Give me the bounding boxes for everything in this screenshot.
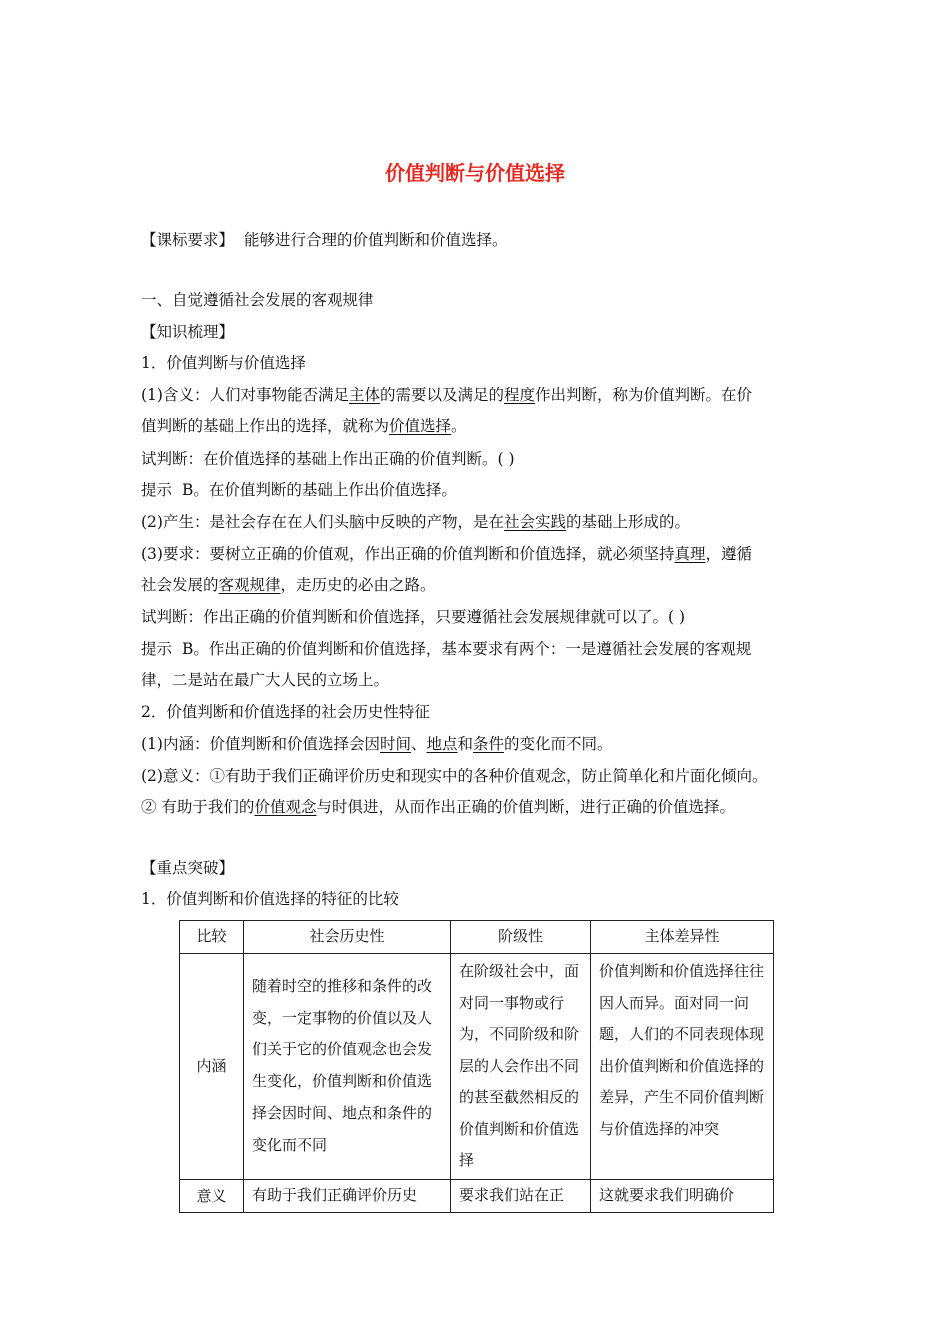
- text: ，走历史的必由之路。: [280, 576, 436, 594]
- term-value-concept: 价值观念: [254, 798, 317, 816]
- term-condition: 条件: [473, 735, 505, 753]
- requirement-text: 能够进行合理的价值判断和价值选择。: [244, 231, 508, 249]
- cell-social-historical: 有助于我们正确评价历史: [244, 1179, 451, 1212]
- hint-2: [141, 639, 813, 659]
- focus-label: 【重点突破】: [141, 859, 235, 877]
- text: ，遵循: [705, 545, 752, 563]
- term-value-choice: 价值选择: [389, 417, 452, 435]
- definition-line-1: [141, 385, 813, 405]
- header-social-historical: 社会历史性: [244, 921, 451, 954]
- text: 。: [451, 417, 467, 435]
- term-social-practice: 社会实践: [503, 513, 566, 531]
- row-label-significance: 意义: [180, 1179, 244, 1212]
- cell-subject-difference: 这就要求我们明确价: [591, 1179, 774, 1212]
- header-subject-difference: 主体差异性: [591, 921, 774, 954]
- header-compare: 比较: [180, 921, 244, 954]
- term-truth: 真理: [674, 545, 706, 563]
- cell-social-historical: 随着时空的推移和条件的改变，一定事物的价值以及人们关于它的价值观念也会发生变化，价值判断和价值选择会因时间、地点和条件的变化而不同: [244, 954, 451, 1180]
- term-degree: 程度: [504, 386, 536, 404]
- term-place: 地点: [426, 735, 458, 753]
- text: (3)要求：要树立正确的价值观，作出正确的价值判断和价值选择，就必须坚持: [141, 545, 675, 563]
- text: 社会发展的: [141, 576, 219, 594]
- cell-subject-difference: 价值判断和价值选择往往因人而异。面对同一问题，人们的不同表现体现出价值判断和价值选择的差异，产生不同价值判断与价值选择的冲突: [591, 954, 774, 1180]
- knowledge-label: 【知识梳理】: [141, 323, 235, 341]
- comparison-table: [179, 920, 774, 1213]
- table-header-row: [180, 921, 774, 954]
- significance-line-1: (2)意义：①有助于我们正确评价历史和现实中的各种价值观念，防止简单化和片面化倾向。: [141, 767, 768, 785]
- point-1-heading: 1．价值判断与价值选择: [141, 354, 306, 372]
- page-title: 价值判断与价值选择: [385, 161, 565, 185]
- text: 作出判断，称为价值判断。在价: [535, 386, 753, 404]
- hint-label: 提示: [141, 481, 173, 499]
- hint-2-continued: 律，二是站在最广大人民的立场上。: [141, 671, 390, 689]
- curriculum-requirement: [141, 230, 813, 250]
- text: (2)产生：是社会存在在人们头脑中反映的产物，是在: [141, 513, 504, 531]
- significance-line-2: [141, 797, 813, 817]
- row-label-connotation: 内涵: [180, 954, 244, 1180]
- requirement-label: 【课标要求】: [141, 231, 235, 249]
- hint-text: B。在价值判断的基础上作出价值选择。: [182, 481, 457, 499]
- text: 、: [410, 735, 427, 753]
- text: (1)内涵：价值判断和价值选择会因: [141, 735, 380, 753]
- cell-class-nature: 在阶级社会中，面对同一事物或行为，不同阶级和阶层的人会作出不同的甚至截然相反的价值判断和价值选择: [451, 954, 591, 1180]
- text: (1)含义：人们对事物能否满足: [141, 386, 349, 404]
- text: 的需要以及满足的: [379, 386, 504, 404]
- table-row: [180, 1179, 774, 1212]
- production-line: [141, 512, 813, 532]
- text: ② 有助于我们的: [141, 798, 255, 816]
- text: 的变化而不同。: [504, 735, 613, 753]
- section-heading: 一、自觉遵循社会发展的客观规律: [141, 291, 374, 309]
- focus-heading: 1．价值判断和价值选择的特征的比较: [141, 890, 399, 908]
- judgment-question-2: 试判断：作出正确的价值判断和价值选择，只要遵循社会发展规律就可以了。( ): [141, 608, 686, 626]
- cell-class-nature: 要求我们站在正: [451, 1179, 591, 1212]
- point-2-heading: 2．价值判断和价值选择的社会历史性特征: [141, 703, 430, 721]
- hint-text: B。作出正确的价值判断和价值选择，基本要求有两个：一是遵循社会发展的客观规: [182, 640, 752, 658]
- text: 与时俱进，从而作出正确的价值判断，进行正确的价值选择。: [316, 798, 735, 816]
- definition-line-2: [141, 416, 813, 436]
- judgment-question-1: 试判断：在价值选择的基础上作出正确的价值判断。( ): [141, 450, 515, 468]
- header-class-nature: 阶级性: [451, 921, 591, 954]
- requirement-line-1: [141, 544, 813, 564]
- text: 值判断的基础上作出的选择，就称为: [141, 417, 390, 435]
- text: 和: [457, 735, 474, 753]
- table-row: [180, 954, 774, 1180]
- connotation-line: [141, 734, 813, 754]
- hint-1: [141, 480, 813, 500]
- requirement-line-2: [141, 575, 813, 595]
- hint-label: 提示: [141, 640, 173, 658]
- term-subject: 主体: [348, 386, 380, 404]
- term-time: 时间: [379, 735, 411, 753]
- term-objective-law: 客观规律: [218, 576, 281, 594]
- text: 的基础上形成的。: [565, 513, 690, 531]
